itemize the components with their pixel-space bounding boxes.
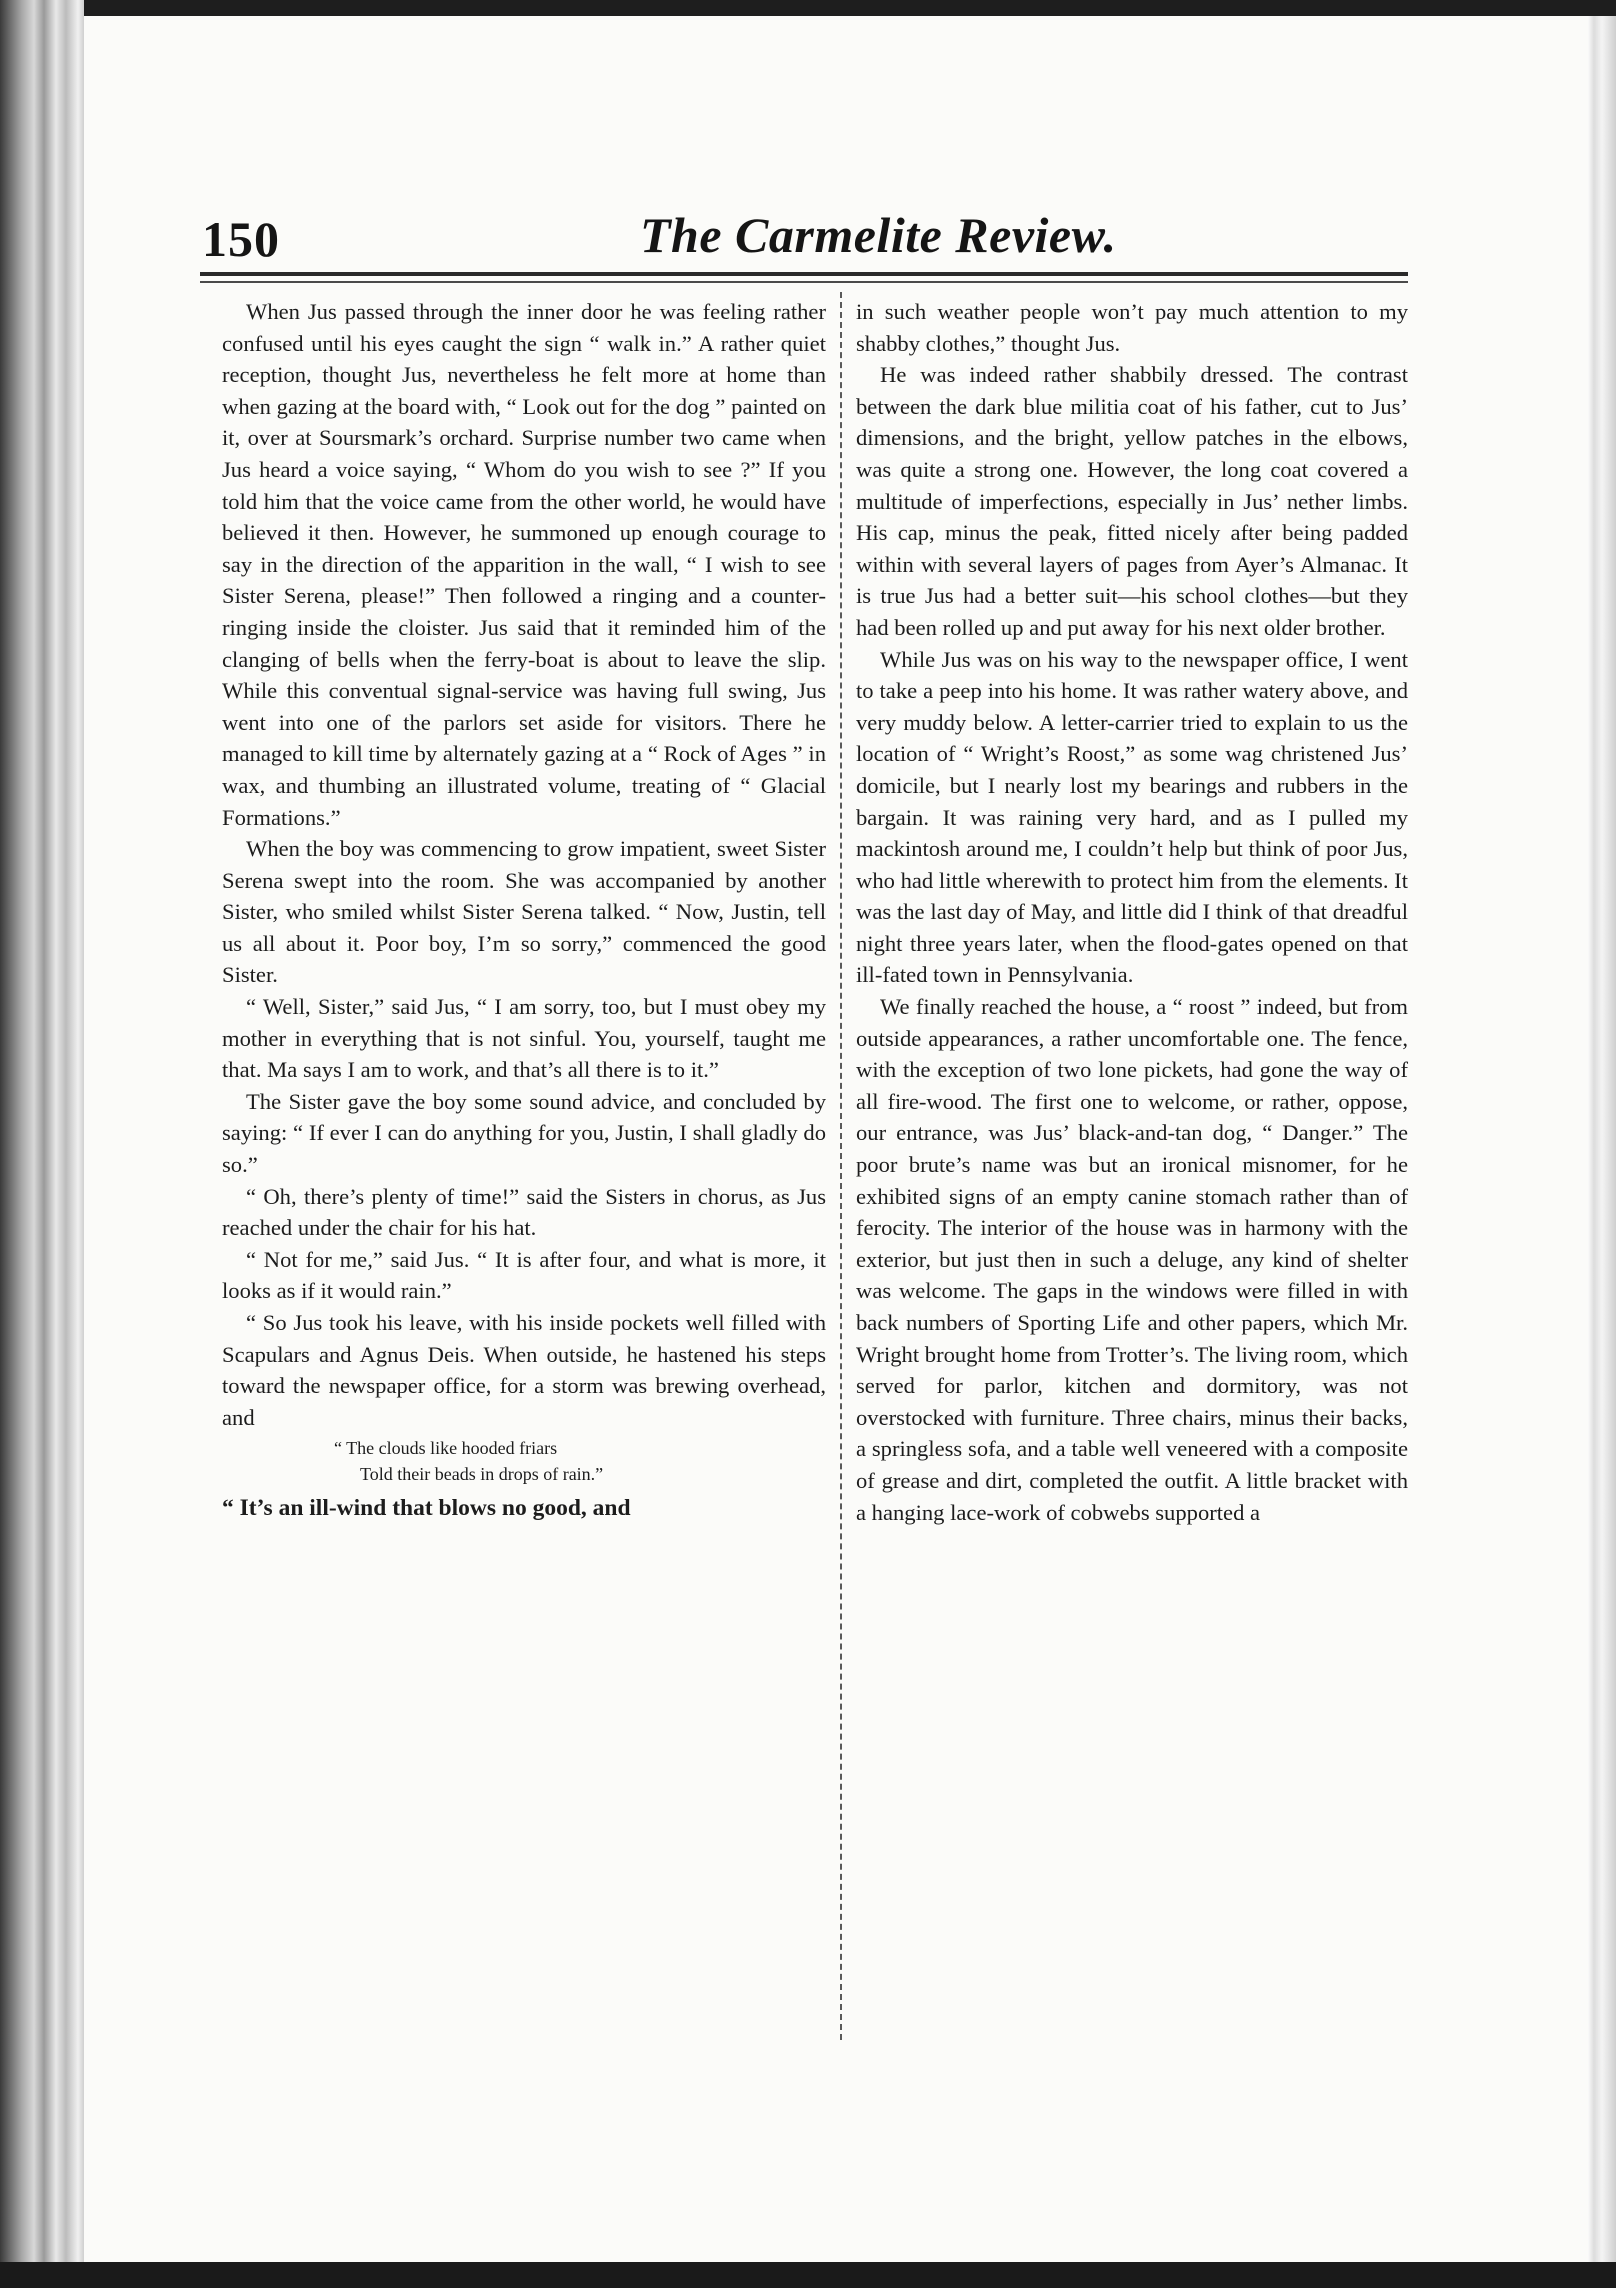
paragraph: While Jus was on his way to the newspaper office, I went to take a peep into his home. It was rather watery above, and very muddy below. A letter-carrier tried to explain to us the location of “ Wright’s Roost,” as some wag christened Jus’ domicile, but I nearly lost my bearings and rubbers in the bargain. It was raining very hard, and as I pulled my mackintosh around me, I couldn’t help but think of poor Jus, who had little wherewith to protect him from the elements. It was the last day of May, and little did I think of that dreadful night three years later, when the flood-gates opened on that ill-fated town in Pennsylvania. [856, 646, 1408, 988]
book-binding [0, 0, 84, 2288]
paragraph: He was indeed rather shabbily dressed. The contrast between the dark blue militia coat of his father, cut to Jus’ dimensions, and the bright, yellow patches in the elbows, was quite a strong one. However, the long coat covered a multitude of imperfections, especially in Jus’ nether limbs. His cap, minus the peak, fitted nicely after being padded within with several layers of pages from Ayer’s Almanac. It is true Jus had a better suit—his school clothes—but they had been rolled up and put away for his next older brother. [856, 362, 1408, 640]
paragraph: “ Oh, there’s plenty of time!” said the Sisters in chorus, as Jus reached under the chair for his hat. [222, 1183, 826, 1241]
verse-line: Told their beads in drops of rain.” [360, 1464, 604, 1485]
paragraph: The Sister gave the boy some sound advice, and concluded by saying: “ If ever I can do anything for you, Justin, I shall gladly do so.” [222, 1088, 826, 1178]
left-column [222, 296, 826, 1525]
paragraph: When Jus passed through the inner door he was feeling rather confused until his eyes caught the sign “ walk in.” A rather quiet reception, thought Jus, nevertheless he felt more at home than when gazing at the board with, “ Look out for the dog ” painted on it, over at Soursmark’s orchard. Surprise number two came when Jus heard a voice saying, “ Whom do you wish to see ?” If you told him that the voice came from the other world, he would have believed it then. However, he summoned up enough courage to say in the direction of the apparition in the wall, “ I wish to see Sister Serena, please!” Then followed a ringing and a counter-ringing inside the cloister. Jus said that it reminded him of the clanging of bells when the ferry-boat is about to leave the slip. While this conventual signal-service was having full swing, Jus went into one of the parlors set aside for visitors. There he managed to kill time by alternately gazing at a “ Rock of Ages ” in wax, and thumbing an illustrated volume, treating of “ Glacial Formations.” [222, 299, 826, 830]
right-column [856, 296, 1408, 1528]
paragraph: We finally reached the house, a “ roost ” indeed, but from outside appearances, a rather uncomfortable one. The fence, with the exception of two lone pickets, had gone the way of all fire-wood. The first one to welcome, or rather, oppose, our entrance, was Jus’ black-and-tan dog, “ Danger.” The poor brute’s name was but an ironical misnomer, for he exhibited signs of an empty canine stomach rather than of ferocity. The interior of the house was in harmony with the exterior, but just then in such a deluge, any kind of shelter was welcome. The gaps in the windows were filled in with back numbers of Sporting Life and other papers, which Mr. Wright brought home from Trotter’s. The living room, which served for parlor, kitchen and dormitory, was not overstocked with furniture. Three chairs, minus their backs, a springless sofa, and a table well veneered with a composite of grease and dirt, completed the outfit. A little bracket with a hanging lace-work of cobwebs supported a [856, 994, 1408, 1525]
column-divider [840, 292, 842, 2040]
page-number: 150 [202, 211, 280, 267]
paragraph: “ Well, Sister,” said Jus, “ I am sorry, too, but I must obey my mother in everything that is not sinful. You, yourself, taught me that. Ma says I am to work, and that’s all there is to it.” [222, 994, 826, 1083]
scan-bottom-edge [0, 2262, 1616, 2288]
verse-quote [222, 1435, 826, 1487]
paragraph: When the boy was commencing to grow impatient, sweet Sister Serena swept into the room. She was accompanied by another Sister, who smiled whilst Sister Serena talked. “ Now, Justin, tell us all about it. Poor boy, I’m so sorry,” commenced the good Sister. [222, 836, 826, 988]
verse-line: “ The clouds like hooded friars [334, 1438, 558, 1459]
page-title: The Carmelite Review. [640, 207, 1117, 263]
page-right-edge [1588, 16, 1616, 2262]
header-rule-thick [200, 272, 1408, 276]
closing-line: “ It’s an ill-wind that blows no good, and [222, 1495, 631, 1522]
scan-top-edge [84, 0, 1616, 16]
paragraph: in such weather people won’t pay much attention to my shabby clothes,” thought Jus. [856, 299, 1408, 356]
paragraph: “ Not for me,” said Jus. “ It is after four, and what is more, it looks as if it would rain.” [222, 1246, 826, 1304]
paragraph: “ So Jus took his leave, with his inside pockets well filled with Scapulars and Agnus Deis. When outside, he hastened his steps toward the newspaper office, for a storm was brewing overhead, and [222, 1310, 826, 1430]
header-rule-thin [200, 281, 1408, 283]
